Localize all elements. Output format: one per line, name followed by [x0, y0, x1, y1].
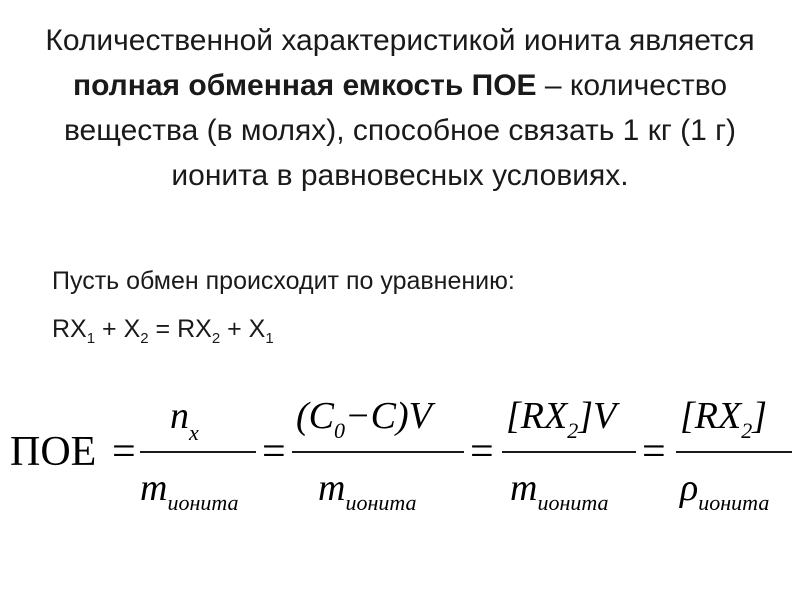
reaction-term: = RX [148, 315, 212, 343]
reaction-term: + X [220, 315, 266, 343]
definition-text [20, 18, 780, 198]
equation-intro: Пусть обмен происходит по уравнению: [52, 267, 515, 295]
frac2-numerator: $(C_0-C)V$ [296, 395, 432, 443]
definition-term: полная обменная емкость ПОЕ [72, 69, 537, 102]
equals-sign: = [470, 429, 494, 475]
reaction-term: + X [95, 315, 141, 343]
definition-lead: Количественной характеристикой ионита является [45, 24, 755, 57]
reaction-subscript: 1 [265, 330, 274, 347]
frac1-numerator: $n_x$ [170, 395, 199, 445]
capacity-formula [0, 380, 800, 540]
formula-graphic [0, 380, 800, 540]
reaction-subscript: 2 [211, 330, 221, 347]
equals-sign: = [642, 429, 666, 475]
formula-lhs: ПОЕ [10, 429, 97, 475]
equals-sign: = [262, 429, 286, 475]
reaction-term: RX [52, 315, 87, 343]
frac3-numerator: $[RX_2]V$ [506, 395, 617, 443]
definition-tail: – количество вещества (в молях), способное связать 1 кг (1 г) ионита в равновесных условиях. [63, 69, 737, 192]
reaction-subscript: 1 [86, 330, 96, 347]
frac2-denominator: $m_{ионита}$ [318, 467, 417, 515]
reaction-equation [52, 314, 274, 354]
frac1-denominator: $m_{ионита}$ [140, 467, 239, 515]
frac3-denominator: $m_{ионита}$ [510, 467, 609, 515]
frac4-numerator: $[RX_2]$ [680, 395, 768, 443]
frac4-denominator: $\rho_{ионита}$ [680, 467, 770, 515]
equals-sign: = [112, 429, 136, 475]
reaction-subscript: 2 [140, 330, 149, 347]
